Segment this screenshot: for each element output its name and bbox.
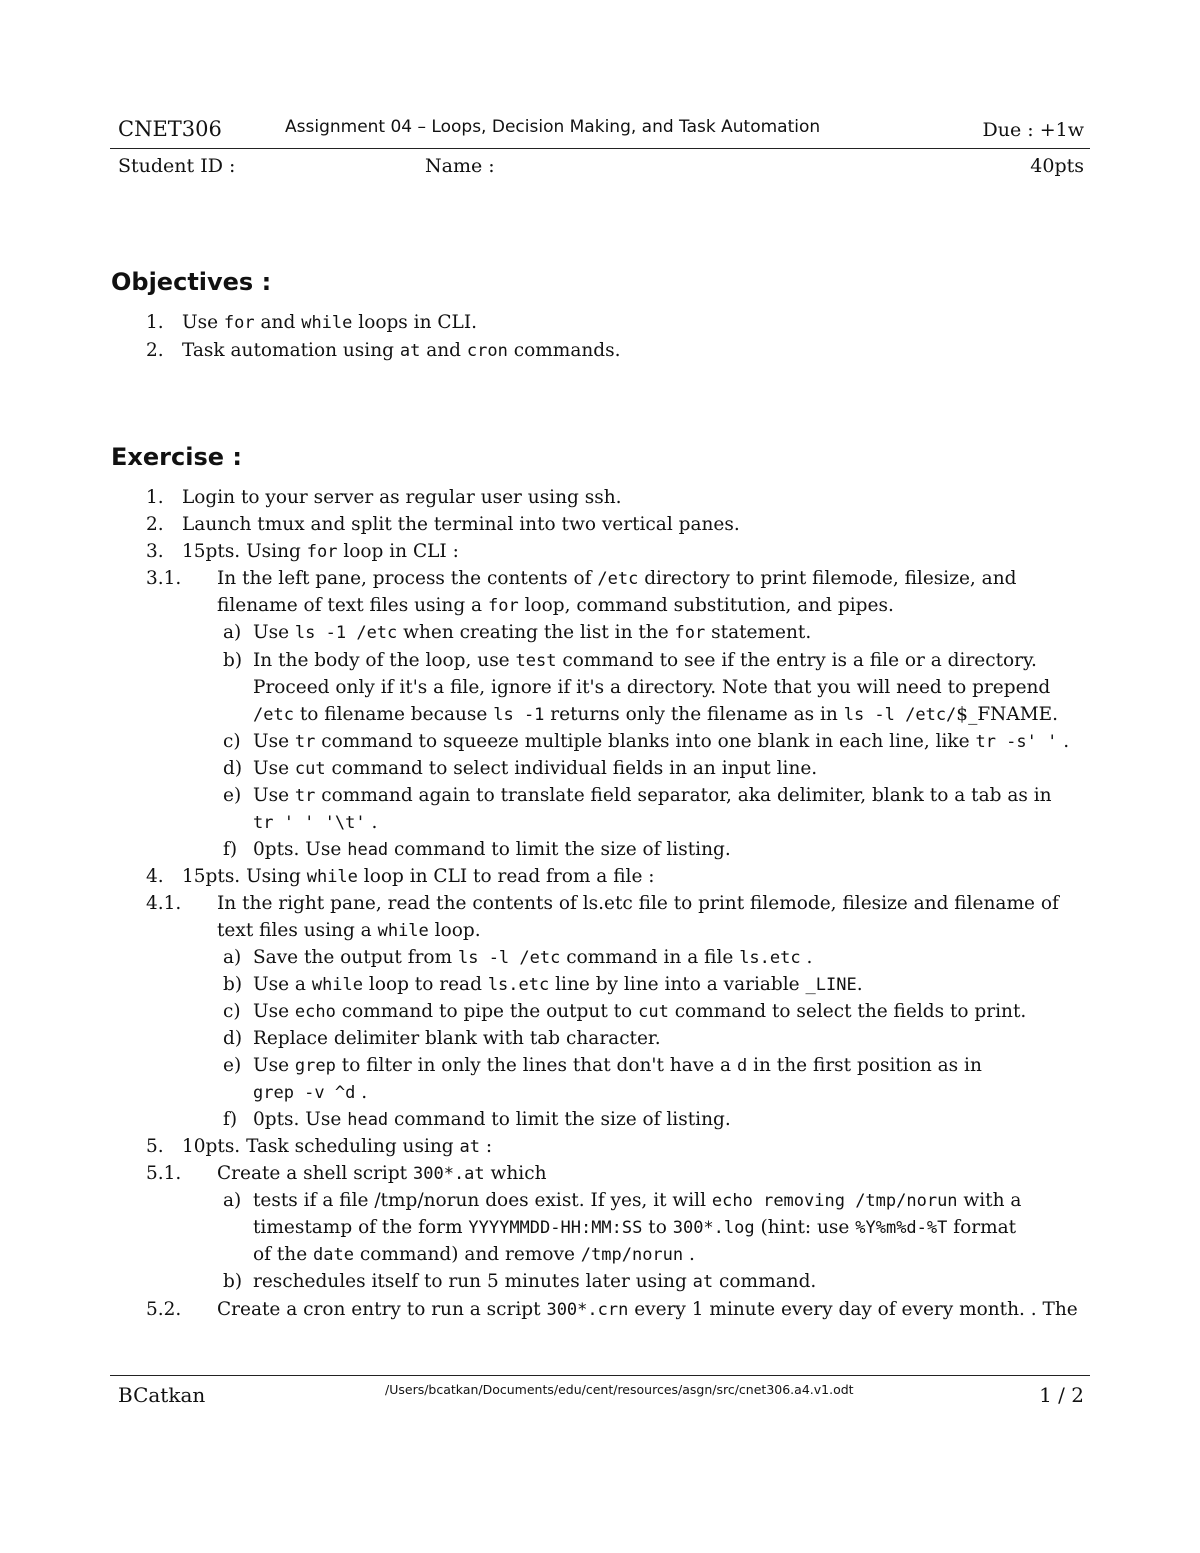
objective-item: Task automation using at and cron commands.: [182, 340, 621, 361]
step-text: Launch tmux and split the terminal into two vertical panes.: [182, 514, 740, 535]
substep-text: Save the output from ls -l /etc command in a file ls.etc .: [253, 947, 813, 968]
points-label: 40pts: [1030, 155, 1084, 177]
step-num: 5.: [146, 1136, 164, 1157]
step-num: 5.1.: [146, 1163, 182, 1184]
substep-label: d): [223, 1028, 243, 1049]
step-num: 1.: [146, 487, 164, 508]
substep-text: Use grep to filter in only the lines that don't have a d in the first position as in: [253, 1055, 982, 1076]
step-text: 15pts. Using for loop in CLI :: [182, 541, 459, 562]
step-text: text files using a while loop.: [217, 920, 481, 941]
objectives-heading: Objectives :: [111, 268, 272, 296]
substep-label: f): [223, 1109, 238, 1130]
substep-text: reschedules itself to run 5 minutes later using at command.: [253, 1271, 817, 1292]
step-num: 3.1.: [146, 568, 182, 589]
substep-text: Use cut command to select individual fields in an input line.: [253, 758, 818, 779]
footer-rule: [110, 1375, 1090, 1376]
objective-item: Use for and while loops in CLI.: [182, 312, 478, 333]
substep-text: Use a while loop to read ls.etc line by line into a variable _LINE.: [253, 974, 863, 995]
student-id-label: Student ID :: [118, 155, 236, 177]
substep-label: c): [223, 731, 241, 752]
substep-text: In the body of the loop, use test command to see if the entry is a file or a directory.: [253, 650, 1037, 671]
substep-text: 0pts. Use head command to limit the size of listing.: [253, 1109, 731, 1130]
substep-text: of the date command) and remove /tmp/norun .: [253, 1244, 695, 1265]
substep-text: Use tr command again to translate field separator, aka delimiter, blank to a tab as in: [253, 785, 1052, 806]
substep-text: 0pts. Use head command to limit the size of listing.: [253, 839, 731, 860]
substep-label: d): [223, 758, 243, 779]
due-label: Due : +1w: [982, 119, 1084, 141]
substep-label: f): [223, 839, 238, 860]
header-rule: [110, 148, 1090, 149]
substep-label: a): [223, 622, 242, 643]
step-text: Login to your server as regular user using ssh.: [182, 487, 622, 508]
substep-label: b): [223, 974, 243, 995]
step-num: 5.2.: [146, 1299, 182, 1320]
substep-label: b): [223, 650, 243, 671]
step-num: 4.1.: [146, 893, 182, 914]
substep-text: Use tr command to squeeze multiple blanks into one blank in each line, like tr -s' ' .: [253, 731, 1070, 752]
objective-num: 1.: [146, 312, 164, 333]
step-text: In the left pane, process the contents of /etc directory to print filemode, filesize, and: [217, 568, 1017, 589]
substep-text: Proceed only if it's a file, ignore if it's a directory. Note that you will need to prepend: [253, 677, 1051, 698]
step-text: In the right pane, read the contents of ls.etc file to print filemode, filesize and filename of: [217, 893, 1059, 914]
step-text: filename of text files using a for loop, command substitution, and pipes.: [217, 595, 894, 616]
step-text: 10pts. Task scheduling using at :: [182, 1136, 493, 1157]
substep-text: tr ' ' '\t' .: [253, 812, 378, 833]
objective-num: 2.: [146, 340, 164, 361]
substep-label: c): [223, 1001, 241, 1022]
substep-label: b): [223, 1271, 243, 1292]
footer-file-path: /Users/bcatkan/Documents/edu/cent/resources/asgn/src/cnet306.a4.v1.odt: [385, 1382, 854, 1397]
step-text: Create a cron entry to run a script 300*.crn every 1 minute every day of every month. . The: [217, 1299, 1078, 1320]
substep-text: timestamp of the form YYYYMMDD-HH:MM:SS to 300*.log (hint: use %Y%m%d-%T format: [253, 1217, 1017, 1238]
substep-label: e): [223, 1055, 242, 1076]
footer-page-number: 1 / 2: [1039, 1383, 1084, 1407]
exercise-heading: Exercise :: [111, 443, 242, 471]
name-label: Name :: [425, 155, 495, 177]
substep-text: Use echo command to pipe the output to cut command to select the fields to print.: [253, 1001, 1027, 1022]
step-num: 4.: [146, 866, 164, 887]
step-text: Create a shell script 300*.at which: [217, 1163, 547, 1184]
step-num: 3.: [146, 541, 164, 562]
substep-text: /etc to filename because ls -1 returns only the filename as in ls -l /etc/$_FNAME.: [253, 704, 1059, 725]
step-text: 15pts. Using while loop in CLI to read from a file :: [182, 866, 655, 887]
substep-label: a): [223, 1190, 242, 1211]
substep-text: tests if a file /tmp/norun does exist. If yes, it will echo removing /tmp/norun with a: [253, 1190, 1022, 1211]
substep-text: grep -v ^d .: [253, 1082, 368, 1103]
footer-author: BCatkan: [118, 1383, 206, 1407]
substep-text: Replace delimiter blank with tab character.: [253, 1028, 661, 1049]
assignment-title: Assignment 04 – Loops, Decision Making, and Task Automation: [285, 117, 821, 137]
step-num: 2.: [146, 514, 164, 535]
substep-label: a): [223, 947, 242, 968]
course-code: CNET306: [118, 117, 222, 141]
substep-text: Use ls -1 /etc when creating the list in the for statement.: [253, 622, 812, 643]
substep-label: e): [223, 785, 242, 806]
